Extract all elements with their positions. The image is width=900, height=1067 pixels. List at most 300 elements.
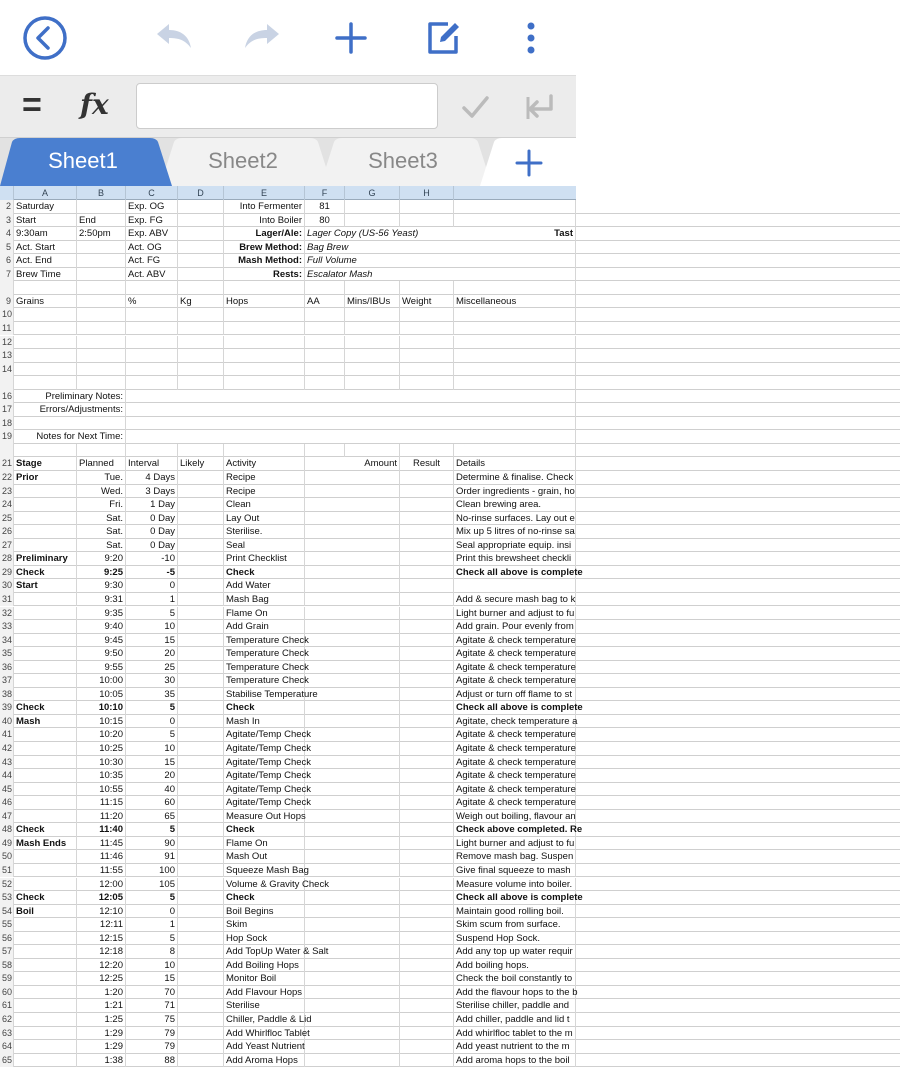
likely-cell[interactable] xyxy=(178,566,224,580)
amount-cell[interactable] xyxy=(305,498,400,512)
stage-cell[interactable]: Start xyxy=(14,579,77,593)
planned-cell[interactable]: 10:05 xyxy=(77,688,126,702)
cell-d[interactable] xyxy=(178,254,224,268)
likely-cell[interactable] xyxy=(178,1013,224,1027)
cell-c[interactable]: Exp. ABV xyxy=(126,227,178,241)
details-cell[interactable]: Agitate & check temperature xyxy=(456,634,576,646)
cell-a[interactable] xyxy=(14,322,77,336)
note-label[interactable]: Errors/Adjustments: xyxy=(14,403,126,417)
details-cell[interactable]: Agitate & check temperature xyxy=(456,661,576,673)
stage-cell[interactable] xyxy=(14,607,77,621)
activity-cell[interactable]: Temperature Check xyxy=(226,634,309,646)
planned-cell[interactable]: 10:10 xyxy=(77,701,126,715)
stage-cell[interactable] xyxy=(14,986,77,1000)
stage-cell[interactable] xyxy=(14,999,77,1013)
amount-cell[interactable] xyxy=(305,485,400,499)
likely-cell[interactable] xyxy=(178,1040,224,1054)
cell-x[interactable]: Tast xyxy=(454,227,576,241)
amount-cell[interactable] xyxy=(305,864,400,878)
planned-cell[interactable]: 12:18 xyxy=(77,945,126,959)
result-cell[interactable] xyxy=(400,783,454,797)
cell-h[interactable] xyxy=(400,349,454,363)
result-cell[interactable] xyxy=(400,566,454,580)
amount-cell[interactable] xyxy=(305,634,400,648)
cell-x[interactable] xyxy=(454,336,576,350)
cell-b[interactable] xyxy=(77,200,126,214)
interval-cell[interactable]: 20 xyxy=(126,647,178,661)
likely-cell[interactable] xyxy=(178,756,224,770)
planned-cell[interactable]: 9:31 xyxy=(77,593,126,607)
activity-cell[interactable]: Add Yeast Nutrient xyxy=(226,1041,305,1053)
planned-cell[interactable]: Wed. xyxy=(77,485,126,499)
likely-cell[interactable] xyxy=(178,498,224,512)
interval-cell[interactable]: 0 Day xyxy=(126,525,178,539)
details-cell[interactable]: Agitate & check temperature xyxy=(456,648,576,660)
activity-cell[interactable]: Agitate/Temp Check xyxy=(226,756,312,768)
result-cell[interactable] xyxy=(400,1027,454,1041)
activity-cell[interactable]: Chiller, Paddle & Lid xyxy=(226,1014,312,1025)
cell-h[interactable] xyxy=(400,363,454,377)
activity-cell[interactable]: Agitate/Temp Check xyxy=(226,729,312,741)
result-cell[interactable] xyxy=(400,837,454,851)
cell-f[interactable]: Bag Brew xyxy=(307,241,349,253)
details-cell[interactable]: Sterilise chiller, paddle and xyxy=(454,999,576,1013)
likely-cell[interactable] xyxy=(178,634,224,648)
stage-cell[interactable] xyxy=(14,593,77,607)
details-cell[interactable]: Determine & finalise. Check xyxy=(454,471,576,485)
interval-cell[interactable]: 5 xyxy=(126,701,178,715)
activity-cell[interactable]: Agitate/Temp Check xyxy=(226,770,312,782)
cell-h[interactable] xyxy=(400,444,454,458)
result-cell[interactable] xyxy=(400,512,454,526)
details-cell[interactable]: Order ingredients - grain, ho xyxy=(456,485,575,497)
planned-cell[interactable]: 10:35 xyxy=(77,769,126,783)
interval-cell[interactable]: 0 Day xyxy=(126,512,178,526)
likely-cell[interactable] xyxy=(178,986,224,1000)
amount-cell[interactable] xyxy=(305,728,400,742)
interval-cell[interactable]: 0 xyxy=(126,579,178,593)
cell-a[interactable] xyxy=(14,349,77,363)
cell-e[interactable]: Rests: xyxy=(224,268,305,282)
stage-cell[interactable]: Check xyxy=(14,891,77,905)
details-cell[interactable]: Light burner and adjust to fu xyxy=(456,607,575,619)
cell-b[interactable]: End xyxy=(77,214,126,228)
undo-button[interactable] xyxy=(145,10,201,66)
schedule-header-stage[interactable]: Stage xyxy=(14,457,77,471)
interval-cell[interactable]: 1 xyxy=(126,593,178,607)
cell-d[interactable] xyxy=(178,322,224,336)
enter-icon[interactable] xyxy=(525,93,555,121)
interval-cell[interactable]: 65 xyxy=(126,810,178,824)
cell-e[interactable] xyxy=(224,363,305,377)
cell-d[interactable] xyxy=(178,349,224,363)
amount-cell[interactable] xyxy=(305,850,400,864)
cell-d[interactable] xyxy=(178,268,224,282)
cell-f[interactable]: Lager Copy (US-56 Yeast) xyxy=(307,228,419,240)
result-cell[interactable] xyxy=(400,485,454,499)
amount-cell[interactable] xyxy=(305,1027,400,1041)
cell-x[interactable] xyxy=(454,268,576,282)
stage-cell[interactable] xyxy=(14,864,77,878)
details-cell[interactable]: Give final squeeze to mash xyxy=(454,864,576,878)
cell-c[interactable]: Exp. FG xyxy=(126,214,178,228)
likely-cell[interactable] xyxy=(178,837,224,851)
cell-c[interactable] xyxy=(126,308,178,322)
schedule-header-likely[interactable]: Likely xyxy=(178,457,224,471)
likely-cell[interactable] xyxy=(178,878,224,892)
cell-a[interactable]: Act. End xyxy=(14,254,77,268)
cell-e[interactable] xyxy=(224,308,305,322)
stage-cell[interactable] xyxy=(14,661,77,675)
cell-c[interactable] xyxy=(126,281,178,295)
likely-cell[interactable] xyxy=(178,688,224,702)
cell-b[interactable]: 2:50pm xyxy=(77,227,126,241)
amount-cell[interactable] xyxy=(305,1013,400,1027)
cell-c[interactable]: Act. ABV xyxy=(126,268,178,282)
schedule-header-result[interactable]: Result xyxy=(400,457,454,471)
result-cell[interactable] xyxy=(400,1013,454,1027)
activity-cell[interactable]: Check xyxy=(224,891,305,905)
stage-cell[interactable] xyxy=(14,756,77,770)
cell-e[interactable]: Into Boiler xyxy=(224,214,305,228)
planned-cell[interactable]: 12:10 xyxy=(77,905,126,919)
interval-cell[interactable]: 4 Days xyxy=(126,471,178,485)
likely-cell[interactable] xyxy=(178,471,224,485)
result-cell[interactable] xyxy=(400,945,454,959)
likely-cell[interactable] xyxy=(178,932,224,946)
details-cell[interactable]: Add aroma hops to the boil xyxy=(454,1054,576,1067)
interval-cell[interactable]: 10 xyxy=(126,742,178,756)
cell-d[interactable] xyxy=(178,363,224,377)
planned-cell[interactable]: Sat. xyxy=(77,512,126,526)
cell-g[interactable] xyxy=(345,281,400,295)
tab-sheet2[interactable]: Sheet2 xyxy=(208,148,278,173)
details-cell[interactable]: Measure volume into boiler. xyxy=(454,878,576,892)
activity-cell[interactable]: Temperature Check xyxy=(226,675,309,687)
planned-cell[interactable]: 12:05 xyxy=(77,891,126,905)
activity-cell[interactable]: Mash In xyxy=(224,715,305,729)
details-cell[interactable]: Skim scum from surface. xyxy=(454,918,576,932)
activity-cell[interactable]: Print Checklist xyxy=(224,552,305,566)
likely-cell[interactable] xyxy=(178,891,224,905)
cell-c[interactable] xyxy=(126,322,178,336)
result-cell[interactable] xyxy=(400,715,454,729)
result-cell[interactable] xyxy=(400,810,454,824)
col-header-i[interactable] xyxy=(454,186,576,200)
activity-cell[interactable]: Add Whirlfloc Tablet xyxy=(226,1027,310,1039)
result-cell[interactable] xyxy=(400,593,454,607)
ingredients-header-x[interactable]: Miscellaneous xyxy=(454,295,576,309)
cell-e[interactable] xyxy=(224,349,305,363)
back-button[interactable] xyxy=(17,10,73,66)
result-cell[interactable] xyxy=(400,932,454,946)
schedule-header-amount[interactable]: Amount xyxy=(305,457,400,471)
fx-button[interactable]: fx xyxy=(80,88,109,121)
stage-cell[interactable] xyxy=(14,525,77,539)
likely-cell[interactable] xyxy=(178,647,224,661)
stage-cell[interactable] xyxy=(14,850,77,864)
cell-b[interactable] xyxy=(77,444,126,458)
likely-cell[interactable] xyxy=(178,607,224,621)
cell-c[interactable] xyxy=(126,363,178,377)
cell-x[interactable] xyxy=(454,322,576,336)
ingredients-header-d[interactable]: Kg xyxy=(178,295,224,309)
cell-h[interactable] xyxy=(400,336,454,350)
likely-cell[interactable] xyxy=(178,959,224,973)
stage-cell[interactable] xyxy=(14,1054,77,1067)
stage-cell[interactable] xyxy=(14,959,77,973)
activity-cell[interactable]: Check xyxy=(224,566,305,580)
note-label[interactable] xyxy=(14,417,126,431)
planned-cell[interactable]: 11:40 xyxy=(77,823,126,837)
interval-cell[interactable]: 60 xyxy=(126,796,178,810)
cell-c[interactable] xyxy=(126,444,178,458)
cell-x[interactable] xyxy=(454,254,576,268)
cell-f[interactable]: Full Volume xyxy=(307,255,357,267)
stage-cell[interactable] xyxy=(14,1013,77,1027)
amount-cell[interactable] xyxy=(305,932,400,946)
stage-cell[interactable] xyxy=(14,810,77,824)
cell-c[interactable]: Act. OG xyxy=(126,241,178,255)
result-cell[interactable] xyxy=(400,864,454,878)
amount-cell[interactable] xyxy=(305,539,400,553)
details-cell[interactable]: Add & secure mash bag to k xyxy=(456,593,576,605)
cell-d[interactable] xyxy=(178,214,224,228)
interval-cell[interactable]: 10 xyxy=(126,959,178,973)
cell-x[interactable] xyxy=(454,200,576,214)
interval-cell[interactable]: 40 xyxy=(126,783,178,797)
details-cell[interactable]: Agitate & check temperature xyxy=(456,783,576,795)
cell-f[interactable] xyxy=(305,376,345,390)
schedule-header-planned[interactable]: Planned xyxy=(77,457,126,471)
cell-f[interactable]: 80 xyxy=(305,214,345,228)
cell-g[interactable] xyxy=(345,200,400,214)
cell-x[interactable] xyxy=(454,376,576,390)
tab-sheet1[interactable]: Sheet1 xyxy=(48,148,118,173)
interval-cell[interactable]: 71 xyxy=(126,999,178,1013)
cell-b[interactable] xyxy=(77,349,126,363)
result-cell[interactable] xyxy=(400,579,454,593)
likely-cell[interactable] xyxy=(178,945,224,959)
cell-b[interactable] xyxy=(77,295,126,309)
likely-cell[interactable] xyxy=(178,918,224,932)
likely-cell[interactable] xyxy=(178,810,224,824)
details-cell[interactable]: Add the flavour hops to the b xyxy=(456,986,578,998)
cell-d[interactable] xyxy=(178,308,224,322)
ingredients-header-c[interactable]: % xyxy=(126,295,178,309)
result-cell[interactable] xyxy=(400,620,454,634)
more-button[interactable] xyxy=(503,10,559,66)
amount-cell[interactable] xyxy=(305,891,400,905)
details-cell[interactable]: Add chiller, paddle and lid t xyxy=(454,1013,576,1027)
amount-cell[interactable] xyxy=(305,796,400,810)
cell-a[interactable] xyxy=(14,308,77,322)
likely-cell[interactable] xyxy=(178,661,224,675)
likely-cell[interactable] xyxy=(178,783,224,797)
planned-cell[interactable]: 9:50 xyxy=(77,647,126,661)
cell-a[interactable]: Start xyxy=(14,214,77,228)
activity-cell[interactable]: Volume & Gravity Check xyxy=(226,878,329,890)
cell-h[interactable] xyxy=(400,322,454,336)
interval-cell[interactable]: 1 Day xyxy=(126,498,178,512)
details-cell[interactable]: Agitate & check temperature xyxy=(456,729,576,741)
cell-c[interactable]: Exp. OG xyxy=(126,200,178,214)
planned-cell[interactable]: Sat. xyxy=(77,539,126,553)
planned-cell[interactable]: 10:25 xyxy=(77,742,126,756)
planned-cell[interactable]: 11:45 xyxy=(77,837,126,851)
activity-cell[interactable]: Measure Out Hops xyxy=(226,810,306,822)
stage-cell[interactable] xyxy=(14,647,77,661)
cell-d[interactable] xyxy=(178,200,224,214)
activity-cell[interactable]: Mash Bag xyxy=(224,593,305,607)
result-cell[interactable] xyxy=(400,796,454,810)
interval-cell[interactable]: 75 xyxy=(126,1013,178,1027)
col-header-d[interactable]: D xyxy=(178,186,224,200)
stage-cell[interactable] xyxy=(14,1040,77,1054)
activity-cell[interactable]: Agitate/Temp Check xyxy=(226,783,312,795)
details-cell[interactable]: Print this brewsheet checkli xyxy=(454,552,576,566)
amount-cell[interactable] xyxy=(305,579,400,593)
cell-e[interactable] xyxy=(224,376,305,390)
cell-a[interactable] xyxy=(14,376,77,390)
details-cell[interactable]: Add yeast nutrient to the m xyxy=(454,1040,576,1054)
stage-cell[interactable]: Check xyxy=(14,701,77,715)
details-cell[interactable]: Weigh out boiling, flavour an xyxy=(456,810,576,822)
note-value[interactable] xyxy=(126,430,576,444)
interval-cell[interactable]: 5 xyxy=(126,823,178,837)
planned-cell[interactable]: 1:21 xyxy=(77,999,126,1013)
cell-d[interactable] xyxy=(178,281,224,295)
result-cell[interactable] xyxy=(400,878,454,892)
interval-cell[interactable]: 105 xyxy=(126,878,178,892)
likely-cell[interactable] xyxy=(178,539,224,553)
cell-b[interactable] xyxy=(77,363,126,377)
cell-c[interactable]: Act. FG xyxy=(126,254,178,268)
details-cell[interactable]: No-rinse surfaces. Lay out e xyxy=(456,512,575,524)
cell-x[interactable] xyxy=(454,308,576,322)
stage-cell[interactable] xyxy=(14,539,77,553)
schedule-header-interval[interactable]: Interval xyxy=(126,457,178,471)
activity-cell[interactable]: Flame On xyxy=(224,607,305,621)
amount-cell[interactable] xyxy=(305,593,400,607)
ingredients-header-h[interactable]: Weight xyxy=(400,295,454,309)
planned-cell[interactable]: 9:25 xyxy=(77,566,126,580)
planned-cell[interactable]: 10:00 xyxy=(77,674,126,688)
activity-cell[interactable]: Mash Out xyxy=(224,850,305,864)
cell-x[interactable] xyxy=(454,444,576,458)
details-cell[interactable]: Remove mash bag. Suspen xyxy=(454,850,576,864)
details-cell[interactable]: Agitate & check temperature xyxy=(456,797,576,809)
cell-h[interactable] xyxy=(400,200,454,214)
amount-cell[interactable] xyxy=(305,918,400,932)
amount-cell[interactable] xyxy=(305,972,400,986)
cell-a[interactable] xyxy=(14,336,77,350)
amount-cell[interactable] xyxy=(305,999,400,1013)
stage-cell[interactable]: Mash Ends xyxy=(14,837,77,851)
stage-cell[interactable] xyxy=(14,498,77,512)
cell-c[interactable] xyxy=(126,336,178,350)
likely-cell[interactable] xyxy=(178,742,224,756)
amount-cell[interactable] xyxy=(305,878,400,892)
edit-button[interactable] xyxy=(416,10,472,66)
note-value[interactable] xyxy=(126,403,576,417)
activity-cell[interactable]: Seal xyxy=(224,539,305,553)
result-cell[interactable] xyxy=(400,850,454,864)
likely-cell[interactable] xyxy=(178,552,224,566)
details-cell[interactable]: Agitate & check temperature xyxy=(456,675,576,687)
cell-f[interactable]: Escalator Mash xyxy=(307,268,373,280)
details-cell[interactable]: Light burner and adjust to fu xyxy=(456,837,575,849)
details-cell[interactable]: Adjust or turn off flame to st xyxy=(454,688,576,702)
likely-cell[interactable] xyxy=(178,593,224,607)
cell-b[interactable] xyxy=(77,268,126,282)
activity-cell[interactable]: Boil Begins xyxy=(224,905,305,919)
amount-cell[interactable] xyxy=(305,986,400,1000)
result-cell[interactable] xyxy=(400,891,454,905)
amount-cell[interactable] xyxy=(305,837,400,851)
amount-cell[interactable] xyxy=(305,769,400,783)
amount-cell[interactable] xyxy=(305,566,400,580)
planned-cell[interactable]: Fri. xyxy=(77,498,126,512)
details-cell[interactable]: Agitate & check temperature xyxy=(456,743,576,754)
cell-g[interactable] xyxy=(345,363,400,377)
check-icon[interactable] xyxy=(460,94,490,120)
planned-cell[interactable]: 10:20 xyxy=(77,728,126,742)
cell-x[interactable] xyxy=(454,214,576,228)
activity-cell[interactable]: Sterilise. xyxy=(224,525,305,539)
col-header-a[interactable]: A xyxy=(14,186,77,200)
cell-d[interactable] xyxy=(178,336,224,350)
stage-cell[interactable] xyxy=(14,878,77,892)
cell-h[interactable] xyxy=(400,308,454,322)
result-cell[interactable] xyxy=(400,756,454,770)
details-cell[interactable]: Check all above is complete xyxy=(456,702,583,714)
interval-cell[interactable]: 1 xyxy=(126,918,178,932)
stage-cell[interactable]: Boil xyxy=(14,905,77,919)
ingredients-header-a[interactable]: Grains xyxy=(14,295,77,309)
interval-cell[interactable]: 0 xyxy=(126,715,178,729)
details-cell[interactable]: Check the boil constantly to xyxy=(454,972,576,986)
stage-cell[interactable] xyxy=(14,972,77,986)
planned-cell[interactable]: 11:20 xyxy=(77,810,126,824)
cell-e[interactable] xyxy=(224,336,305,350)
amount-cell[interactable] xyxy=(305,823,400,837)
amount-cell[interactable] xyxy=(305,701,400,715)
activity-cell[interactable]: Add Grain xyxy=(224,620,305,634)
result-cell[interactable] xyxy=(400,999,454,1013)
amount-cell[interactable] xyxy=(305,525,400,539)
col-header-h[interactable]: H xyxy=(400,186,454,200)
stage-cell[interactable] xyxy=(14,634,77,648)
planned-cell[interactable]: 12:20 xyxy=(77,959,126,973)
result-cell[interactable] xyxy=(400,918,454,932)
activity-cell[interactable]: Squeeze Mash Bag xyxy=(226,864,309,876)
amount-cell[interactable] xyxy=(305,905,400,919)
stage-cell[interactable] xyxy=(14,620,77,634)
likely-cell[interactable] xyxy=(178,715,224,729)
add-button[interactable] xyxy=(323,10,379,66)
cell-e[interactable]: Mash Method: xyxy=(224,254,305,268)
details-cell[interactable]: Mix up 5 litres of no-rinse sa xyxy=(456,526,575,538)
planned-cell[interactable]: 9:40 xyxy=(77,620,126,634)
amount-cell[interactable] xyxy=(305,756,400,770)
result-cell[interactable] xyxy=(400,688,454,702)
details-cell[interactable]: Suspend Hop Sock. xyxy=(454,932,576,946)
planned-cell[interactable]: 9:20 xyxy=(77,552,126,566)
planned-cell[interactable]: Sat. xyxy=(77,525,126,539)
interval-cell[interactable]: 5 xyxy=(126,607,178,621)
cell-d[interactable] xyxy=(178,376,224,390)
